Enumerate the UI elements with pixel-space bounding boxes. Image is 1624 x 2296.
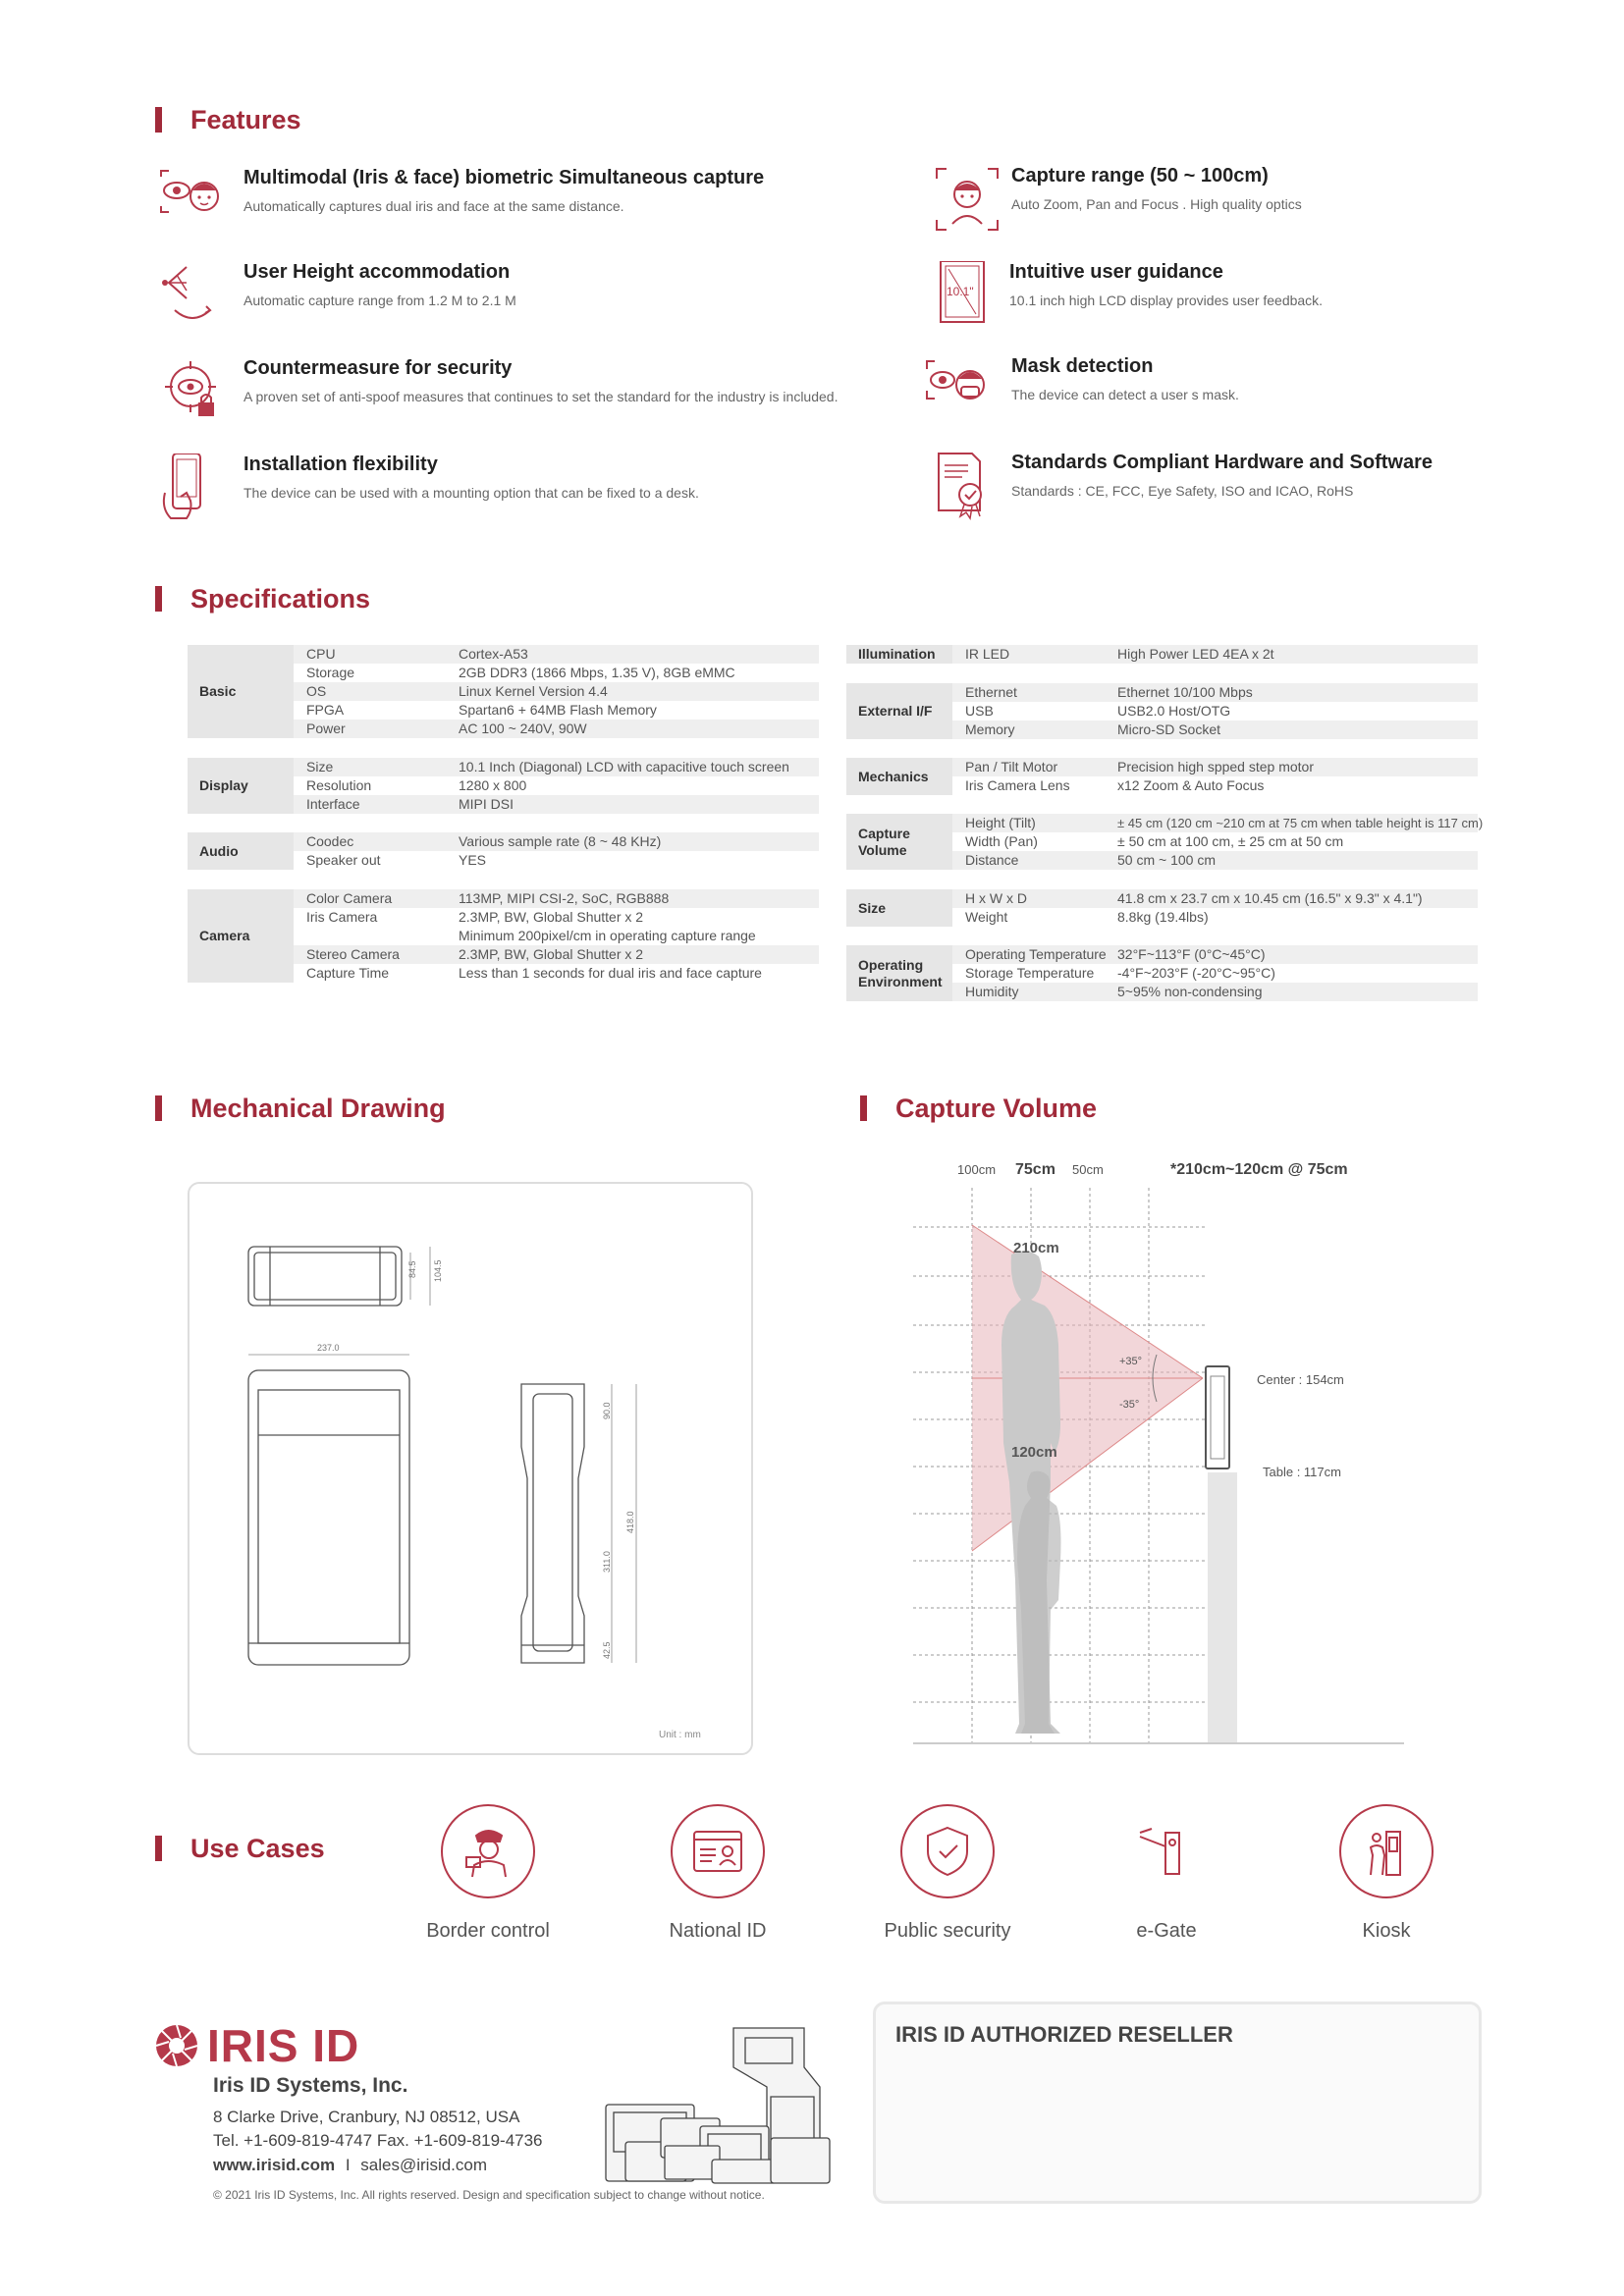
spec-group-label: Capture Volume xyxy=(846,814,952,870)
spec-row: Resolution 1280 x 800 xyxy=(306,777,527,793)
copyright: © 2021 Iris ID Systems, Inc. All rights reserved. Design and specification subject to change without notice. xyxy=(213,2188,765,2202)
spec-row: Humidity 5~95% non-condensing xyxy=(952,983,1478,1001)
spec-row: Iris Camera 2.3MP, BW, Global Shutter x 2 xyxy=(306,909,644,925)
spec-row: Pan / Tilt Motor Precision high spped step motor xyxy=(952,758,1478,776)
feature-title: Countermeasure for security xyxy=(244,357,513,379)
usecase-border-control xyxy=(370,1804,606,1943)
egate-icon xyxy=(1119,1804,1214,1898)
spec-group-label: Mechanics xyxy=(846,758,952,795)
usecase-label: Public security xyxy=(884,1920,1011,1942)
spec-row: H x W x D 41.8 cm x 23.7 cm x 10.45 cm (16.5" x 9.3" x 4.1") xyxy=(952,889,1478,908)
specifications-heading: Specifications xyxy=(155,583,370,614)
svg-text:237.0: 237.0 xyxy=(317,1343,340,1353)
feature-desc: 10.1 inch high LCD display provides user feedback. xyxy=(1009,293,1324,308)
usecase-national-id xyxy=(600,1804,836,1943)
feature-desc: A proven set of anti-spoof measures that continues to set the standard for the industry is included. xyxy=(244,389,839,404)
feature-title: User Height accommodation xyxy=(244,261,511,283)
spec-group-basic xyxy=(188,645,819,738)
reseller-title: IRIS ID AUTHORIZED RESELLER xyxy=(895,2022,1233,2047)
svg-text:Center : 154cm: Center : 154cm xyxy=(1257,1372,1344,1387)
authorized-reseller-box xyxy=(873,2002,1482,2204)
spec-row: CPU Cortex-A53 xyxy=(294,645,819,664)
usecase-label: Border control xyxy=(426,1920,550,1942)
security-eye-lock-icon xyxy=(157,357,226,426)
svg-text:100cm: 100cm xyxy=(957,1162,997,1177)
spec-group-label: Audio xyxy=(188,832,294,870)
svg-text:Table : 117cm: Table : 117cm xyxy=(1263,1465,1341,1479)
contact-separator: I xyxy=(345,2156,351,2174)
iris-shutter-icon xyxy=(154,2023,199,2068)
usecase-label: National ID xyxy=(669,1920,767,1942)
svg-text:210cm: 210cm xyxy=(1013,1240,1059,1256)
public-security-icon xyxy=(900,1804,995,1898)
mechanical-drawing-box xyxy=(188,1182,753,1755)
border-control-icon xyxy=(441,1804,535,1898)
spec-group-label: External I/F xyxy=(846,683,952,739)
spec-row: Interface MIPI DSI xyxy=(294,795,819,814)
usecase-label: e-Gate xyxy=(1136,1920,1197,1942)
website-link[interactable]: www.irisid.com xyxy=(213,2156,336,2174)
svg-text:+35°: +35° xyxy=(1119,1356,1143,1367)
spec-row: Minimum 200pixel/cm in operating capture range xyxy=(459,928,756,943)
svg-text:10.1": 10.1" xyxy=(947,285,974,298)
spec-group-operating-environment xyxy=(846,945,1478,1001)
mask-detection-icon xyxy=(925,355,994,424)
capture-range-icon xyxy=(933,165,1001,234)
feature-desc: The device can be used with a mounting option that can be fixed to a desk. xyxy=(244,485,699,501)
feature-desc: Standards : CE, FCC, Eye Safety, ISO and ICAO, RoHS xyxy=(1011,483,1354,499)
spec-row: Storage 2GB DDR3 (1866 Mbps, 1.35 V), 8GB eMMC xyxy=(306,665,735,680)
svg-text:90.0: 90.0 xyxy=(602,1402,612,1419)
feature-title: Intuitive user guidance xyxy=(1009,261,1223,283)
spec-group-size xyxy=(846,889,1478,927)
spec-group-label: Size xyxy=(846,889,952,927)
spec-row: IR LED High Power LED 4EA x 2t xyxy=(952,645,1478,664)
svg-text:120cm: 120cm xyxy=(1011,1444,1057,1461)
iris-face-icon xyxy=(157,167,226,236)
spec-group-audio xyxy=(188,832,819,870)
spec-row: Capture Time Less than 1 seconds for dual iris and face capture xyxy=(306,965,762,981)
spec-row: OS Linux Kernel Version 4.4 xyxy=(294,682,819,701)
user-height-icon xyxy=(157,261,226,330)
svg-text:418.0: 418.0 xyxy=(625,1511,635,1533)
spec-row: Operating Temperature 32°F~113°F (0°C~45°C) xyxy=(952,945,1478,964)
company-phone: Tel. +1-609-819-4747 Fax. +1-609-819-4736 xyxy=(213,2131,543,2150)
spec-group-label: Camera xyxy=(188,889,294,983)
svg-text:Unit : mm: Unit : mm xyxy=(659,1730,701,1740)
email-link[interactable]: sales@irisid.com xyxy=(360,2156,488,2174)
spec-row: Storage Temperature -4°F~203°F (-20°C~95°C) xyxy=(965,965,1275,981)
feature-title: Mask detection xyxy=(1011,355,1154,377)
feature-desc: The device can detect a user s mask. xyxy=(1011,387,1239,402)
feature-title: Multimodal (Iris & face) biometric Simultaneous capture xyxy=(244,167,765,188)
spec-group-label: Operating Environment xyxy=(846,945,952,1001)
iris-id-logo xyxy=(154,2020,359,2071)
spec-group-mechanics xyxy=(846,758,1478,795)
feature-title: Standards Compliant Hardware and Software xyxy=(1011,452,1433,473)
spec-group-display xyxy=(188,758,819,814)
spec-row: Coodec Various sample rate (8 ~ 48 KHz) xyxy=(294,832,819,851)
svg-text:104.5: 104.5 xyxy=(433,1259,443,1282)
spec-row: Power AC 100 ~ 240V, 90W xyxy=(294,720,819,738)
spec-row: Size 10.1 Inch (Diagonal) LCD with capacitive touch screen xyxy=(294,758,819,776)
usecase-label: Kiosk xyxy=(1362,1920,1411,1942)
lcd-display-icon xyxy=(933,261,1001,330)
usecase-egate xyxy=(1049,1804,1284,1943)
spec-row: Stereo Camera 2.3MP, BW, Global Shutter x 2 xyxy=(294,945,819,964)
spec-row: Width (Pan) ± 50 cm at 100 cm, ± 25 cm at 50 cm xyxy=(965,833,1344,849)
company-name: Iris ID Systems, Inc. xyxy=(213,2074,408,2097)
mechanical-drawing-heading: Mechanical Drawing xyxy=(155,1093,446,1124)
svg-text:-35°: -35° xyxy=(1119,1399,1140,1411)
spec-row: Speaker out YES xyxy=(306,852,487,868)
svg-text:42.5: 42.5 xyxy=(602,1641,612,1659)
spec-row: Memory Micro-SD Socket xyxy=(952,721,1478,739)
svg-text:50cm: 50cm xyxy=(1072,1162,1104,1177)
usecase-public-security xyxy=(830,1804,1065,1943)
spec-group-label: Basic xyxy=(188,645,294,738)
kiosk-icon xyxy=(1339,1804,1434,1898)
national-id-icon xyxy=(671,1804,765,1898)
spec-row: Color Camera 113MP, MIPI CSI-2, SoC, RGB888 xyxy=(294,889,819,908)
usecase-kiosk xyxy=(1269,1804,1504,1943)
svg-text:311.0: 311.0 xyxy=(602,1551,612,1573)
use-cases-heading: Use Cases xyxy=(155,1833,325,1864)
spec-row: USB USB2.0 Host/OTG xyxy=(965,703,1231,719)
logo-text: IRIS ID xyxy=(207,2020,360,2071)
spec-group-capture-volume xyxy=(846,814,1484,870)
mechanical-drawing xyxy=(189,1184,751,1753)
spec-group-label: Illumination xyxy=(846,645,952,664)
spec-row: Weight 8.8kg (19.4lbs) xyxy=(965,909,1209,925)
feature-desc: Automatically captures dual iris and face at the same distance. xyxy=(244,198,624,214)
installation-device-icon xyxy=(157,454,226,522)
spec-group-camera xyxy=(188,889,819,983)
svg-text:*210cm~120cm @ 75cm: *210cm~120cm @ 75cm xyxy=(1170,1161,1348,1178)
spec-row: Ethernet Ethernet 10/100 Mbps xyxy=(952,683,1478,702)
feature-title: Installation flexibility xyxy=(244,454,438,475)
contact-line xyxy=(213,2156,487,2175)
feature-desc: Auto Zoom, Pan and Focus . High quality optics xyxy=(1011,196,1302,212)
spec-row: Iris Camera Lens x12 Zoom & Auto Focus xyxy=(965,777,1265,793)
feature-desc: Automatic capture range from 1.2 M to 2.1 M xyxy=(244,293,516,308)
product-lineup-image xyxy=(602,2024,838,2187)
feature-title: Capture range (50 ~ 100cm) xyxy=(1011,165,1269,187)
svg-text:75cm: 75cm xyxy=(1015,1161,1056,1178)
features-heading: Features xyxy=(155,104,301,135)
spec-row: FPGA Spartan6 + 64MB Flash Memory xyxy=(306,702,657,718)
spec-group-illumination xyxy=(846,645,1478,664)
spec-group-label: Display xyxy=(188,758,294,814)
spec-row: Distance 50 cm ~ 100 cm xyxy=(952,851,1478,870)
certificate-icon xyxy=(933,452,1001,520)
company-address: 8 Clarke Drive, Cranbury, NJ 08512, USA xyxy=(213,2108,520,2126)
spec-row: Height (Tilt) ± 45 cm (120 cm ~210 cm at 75 cm when table height is 117 cm) xyxy=(952,814,1478,832)
capture-volume-heading: Capture Volume xyxy=(860,1093,1097,1124)
svg-text:84.5: 84.5 xyxy=(407,1260,417,1278)
capture-volume-diagram xyxy=(913,1148,1424,1757)
spec-group-external-if xyxy=(846,683,1478,739)
